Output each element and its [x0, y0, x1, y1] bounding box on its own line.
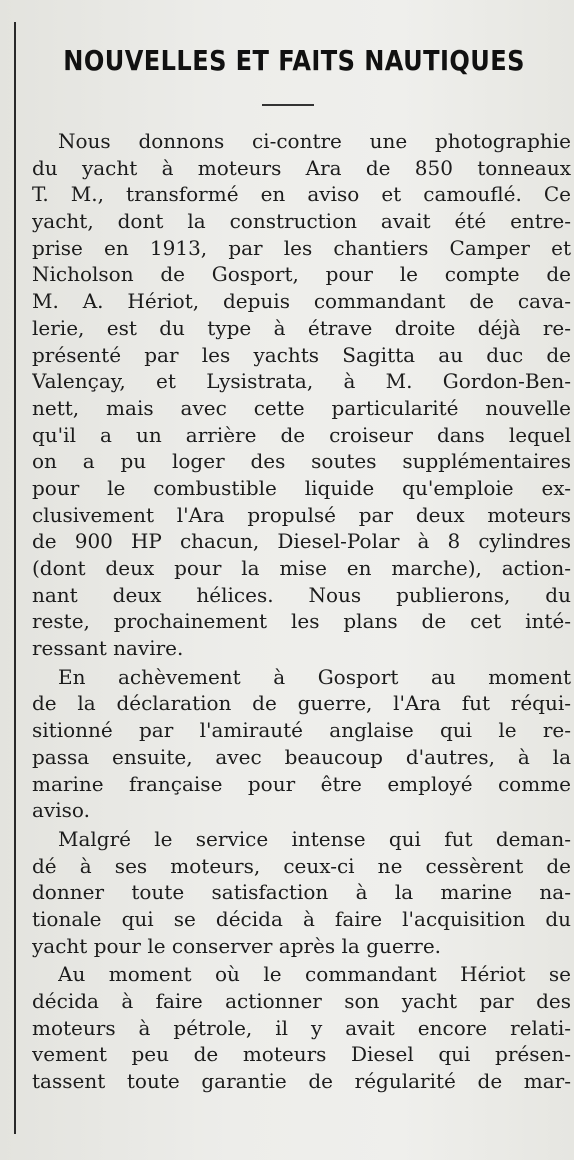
text-line: pour le combustible liquide qu'emploie ex-	[32, 475, 571, 500]
text-line: prise en 1913, par les chantiers Camper et	[32, 235, 571, 260]
text-line: de 900 HP chacun, Diesel-Polar à 8 cylindres	[32, 529, 571, 554]
text-line: marine française pour être employé comme	[32, 771, 571, 796]
text-line: ressant navire.	[32, 636, 184, 661]
paragraph-3	[32, 826, 571, 959]
paragraph-2	[32, 664, 571, 824]
text-line: lerie, est du type à étrave droite déjà re-	[32, 315, 571, 340]
text-line: M. A. Hériot, depuis commandant de cava-	[32, 289, 571, 314]
text-line: moteurs à pétrole, il y avait encore relati-	[32, 1015, 571, 1040]
text-line: yacht, dont la construction avait été entre-	[32, 209, 571, 234]
text-line: sitionné par l'amirauté anglaise qui le re-	[32, 718, 571, 743]
text-line: (dont deux pour la mise en marche), action-	[32, 556, 571, 580]
text-line: du yacht à moteurs Ara de 850 tonneaux	[32, 155, 571, 180]
text-line: clusivement l'Ara propulsé par deux moteurs	[32, 502, 571, 527]
text-line: tionale qui se décida à faire l'acquisition du	[32, 906, 571, 931]
text-line: Nicholson de Gosport, pour le compte de	[32, 262, 571, 287]
text-line: T. M., transformé en aviso et camouflé. Ce	[32, 182, 571, 207]
article-body	[32, 128, 571, 1095]
text-line: qu'il a un arrière de croiseur dans lequel	[32, 422, 571, 447]
text-line: Nous donnons ci-contre une photographie	[58, 129, 571, 153]
article-title: NOUVELLES ET FAITS NAUTIQUES	[63, 44, 525, 77]
text-line: nett, mais avec cette particularité nouvelle	[32, 395, 571, 420]
text-line: yacht pour le conserver après la guerre.	[32, 933, 442, 958]
column-rule	[14, 22, 16, 1134]
text-line: En achèvement à Gosport au moment	[58, 664, 571, 689]
text-line: on a pu loger des soutes supplémentaires	[32, 449, 571, 474]
text-line: Au moment où le commandant Hériot se	[58, 962, 571, 987]
text-line: Valençay, et Lysistrata, à M. Gordon-Ben-	[32, 369, 571, 394]
text-line: reste, prochainement les plans de cet inté-	[32, 609, 571, 634]
text-line: donner toute satisfaction à la marine na-	[32, 880, 571, 905]
text-line: nant deux hélices. Nous publierons, du	[32, 582, 571, 607]
paragraph-4	[32, 961, 571, 1094]
text-line: dé à ses moteurs, ceux-ci ne cessèrent de	[32, 853, 571, 878]
text-line: Malgré le service intense qui fut deman-	[58, 826, 571, 851]
text-line: présenté par les yachts Sagitta au duc de	[32, 342, 571, 367]
text-line: tassent toute garantie de régularité de mar-	[32, 1069, 571, 1094]
paragraph-1	[32, 128, 571, 662]
text-line: passa ensuite, avec beaucoup d'autres, à la	[32, 744, 571, 769]
text-line: de la déclaration de guerre, l'Ara fut réqui-	[32, 691, 571, 716]
text-line: vement peu de moteurs Diesel qui présen-	[32, 1042, 571, 1067]
text-line: aviso.	[32, 798, 90, 823]
text-line: décida à faire actionner son yacht par des	[32, 989, 571, 1013]
title-underline	[262, 104, 314, 106]
